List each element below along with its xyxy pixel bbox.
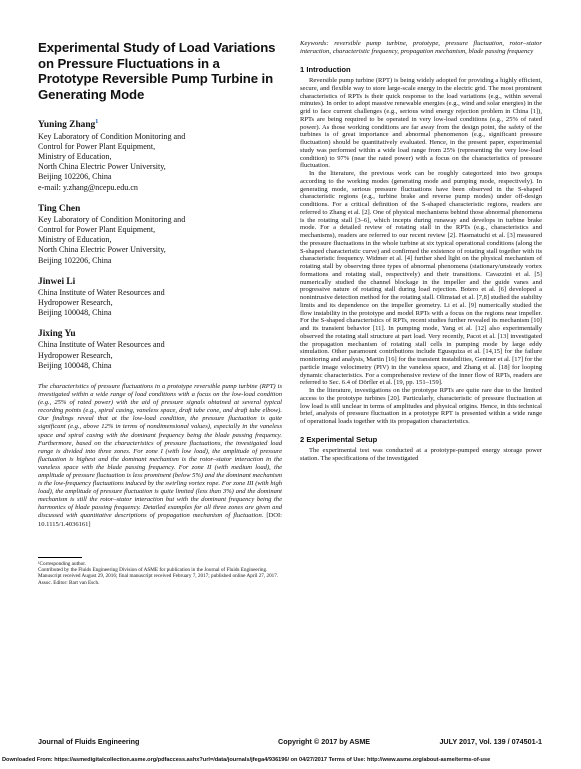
download-notice: Downloaded From: https://asmedigitalcollection.asme.org/pdfaccess.ashx?url=/data/journals/jfega4/936196/ on 04/27/2017 Terms of Use: http://www.asme.org/about-asme/terms-of-use <box>2 757 491 763</box>
footer-copyright: Copyright © 2017 by ASME <box>278 737 371 746</box>
section-heading: 1 Introduction <box>300 65 351 75</box>
footnote-submission: Contributed by the Fluids Engineering Division of ASME for publication in the Journal of Fluids Engineering. Manuscript received August 29, 2016; final manuscript received February 7, 2017; published online April 27, 2017. Assoc. Editor: Bart van Esch. <box>38 567 279 586</box>
affiliation-line: Hydropower Research, <box>38 297 113 307</box>
affiliation-line: Key Laboratory of Condition Monitoring and <box>38 131 186 141</box>
author-block <box>38 276 282 319</box>
section-paragraph: In the literature, the previous work can be roughly categorized into two groups according to the working modes (generating mode and pumping mode, respectively). In generating mode, serious pressure fluctuations have been observed in the S-shaped characteristic regions (e.g., turbine brake and reverse pump modes) under off-design conditions. For a critical definition of the S-shaped characteristic regions, readers are referred to Zhang et al. [2]. One of physical mechanisms behind those abnormal phenomena is the rotating stall [3–6], which incepts during runaway and develops in turbine brake mode. For a detailed review of rotating stall in the RPTs (e.g., characteristics and mechanisms), readers are referred to our recent review [2]. Hasmatuchi et al. [3] measured the pressure fluctuations in the whole turbine at six typical operational conditions (along the S-shaped characteristic curve) and confirmed the existence of rotating stall together with its characteristic frequency. Widmer et al. [4] further shed light on the physical mechanism of rotating stall by observing three types of abnormal phenomena (stationary/unsteady vortex formations and rotating stall, respectively) and their transitions. Cavazzini et al. [5] numerically studied the channel blockage in the impeller and the guide vanes and progressive nature of rotating stall during load rejection. Botero et al. [6] developed a nonintrusive detection method for the rotating stall. Olimstad et al. [7,8] studied the stability limits and its dependence on the impeller geometry. Li et al. [9] numerically studied the flow instability in the prototype and model RPTs with a focus on the regions near impeller. For the S-shaped characteristics of RPTs, recent studies further revealed its mechanism [10] and its transient behavior [11]. In pumping mode, Yang et al. [12] also experimentally observed the rotating stall structure at part load. Very recently, Pacot et al. [13] investigated the propagation mechanism of rotating stall cells in pumping mode by large eddy simulation. Other paramount contributions include Egusquiza et al. [14,15] for the failure monitoring and analysis, Martin [16] for the transient instabilities, Gentner et al. [17] for the particle image velocimetry (PIV) in the vaneless space, and Zhang et al. [18] for looping dynamic characteristics. For a comprehensive review of the inner flow of RPTs, readers are referred to Sec. 6.4 of Dörfler et al. [19, pp. 151–159]. <box>300 170 542 387</box>
footer-journal: Journal of Fluids Engineering <box>38 737 140 746</box>
author-name-text: Yuning Zhang <box>38 120 96 131</box>
footnote-divider <box>38 557 82 558</box>
corresponding-author-mark[interactable]: 1 <box>95 119 99 126</box>
keywords: Keywords: reversible pump turbine, prototype, pressure fluctuation, rotor–stator interaction, characteristic frequency, propagation mechanism, blade passing frequency <box>300 40 542 56</box>
affiliation-line: China Institute of Water Resources and <box>38 287 165 297</box>
left-column <box>38 40 282 586</box>
abstract <box>38 383 282 529</box>
affiliation-line: Ministry of Education, <box>38 151 112 161</box>
author-name <box>38 203 282 215</box>
footnote-corresponding: ¹Corresponding author. <box>38 560 86 567</box>
affiliation-line: Key Laboratory of Condition Monitoring and <box>38 214 186 224</box>
body-sections <box>300 65 542 462</box>
paper-title: Experimental Study of Load Variations on Pressure Fluctuations in a Prototype Reversible Pump Turbine in Generating Mode <box>38 40 276 102</box>
author-block <box>38 203 282 266</box>
section-paragraph: In the literature, investigations on the prototype RPTs are quite rare due to the limited access to the prototype turbines [20]. Particularly, characteristic of pressure fluctuation at low load is still unclear in terms of amplitudes and physical origins. Hence, in this technical brief, analysis of pressure fluctuation in a prototype RPT is presented within a wide range of operational loads together with its propagation characteristics. <box>300 387 542 426</box>
author-name-text: Ting Chen <box>38 203 81 214</box>
section-paragraph: Reversible pump turbine (RPT) is being widely adopted for providing a highly efficient, secure, and flexible way to store large-scale energy in the electric grid. The most prominent characteristics of RPTs is their quick response to the load variations (e.g., within several minutes). In order to adopt massive renewable energies (e.g., wind and solar energies) in the grid to face current challenges (e.g., serious wind energy rejection problem in China [1]), RPTs are being required to be operated in very low-load conditions (e.g., 25% of rated power). As those working conditions are far away from the design point, the safety of the turbines is of great importance and abnormal phenomenon (e.g., significant pressure fluctuation) should be quantitatively evaluated. Hence, in the present paper, experimental study was performed within a wide load range from 25% (representing the very low-load condition) to 97% (near the rated power) with a focus on the characteristics of pressure fluctuation. <box>300 77 542 170</box>
affiliation-line: e-mail: y.zhang@ncepu.edu.cn <box>38 182 138 192</box>
affiliation-line: Control for Power Plant Equipment, <box>38 141 156 151</box>
doi-link[interactable]: [DOI: 10.1115/1.4036161] <box>38 512 282 528</box>
right-column <box>300 40 542 462</box>
affiliation-line: Ministry of Education, <box>38 235 112 245</box>
affiliation-line: Beijing 102206, China <box>38 255 112 265</box>
section-heading: 2 Experimental Setup <box>300 434 378 444</box>
affiliation-line: North China Electric Power University, <box>38 162 166 172</box>
author-name-text: Jinwei Li <box>38 276 76 287</box>
author-block <box>38 116 282 192</box>
page-footer <box>38 737 542 746</box>
author-name <box>38 116 282 131</box>
affiliation-line: Beijing 100048, China <box>38 360 112 370</box>
footer-issue: JULY 2017, Vol. 139 / 074501-1 <box>439 737 542 746</box>
section-paragraph: The experimental test was conducted at a prototype-pumped energy storage power station. The specifications of the investigated <box>300 446 542 462</box>
author-block <box>38 328 282 371</box>
author-name-text: Jixing Yu <box>38 329 76 340</box>
affiliation-line: Control for Power Plant Equipment, <box>38 224 156 234</box>
affiliation-line: Beijing 102206, China <box>38 172 112 182</box>
author-name <box>38 328 282 340</box>
author-list <box>38 116 282 371</box>
affiliation-line: Hydropower Research, <box>38 350 113 360</box>
footnotes <box>38 561 282 587</box>
abstract-text: The characteristics of pressure fluctuations in a prototype reversible pump turbine (RPT) is investigated within a wide range of load conditions with a focus on the low-load condition (e.g., 25% of rated power) with the aid of pressure signals obtained at several typical recording points (e.g., spiral casing, vaneless space, draft tube cone, and draft tube elbow). Our findings reveal that at the low-load condition, the pressure fluctuation is quite significant (e.g., above 12% in terms of nondimensional values), especially in the vaneless space and spiral casing with the dominant frequency being the blade passing frequency. Furthermore, based on the characteristics of pressure fluctuations, the investigated load range is divided into three zones. For zone I (with low load), the amplitude of pressure fluctuation is highest and the dominant mechanism is the rotor–stator interaction in the vaneless space with the blade passing frequency. For zone II (with medium load), the amplitude of pressure fluctuation is less prominent (below 5%) and the dominant mechanism is the low-frequency fluctuations induced by the swirling vortex rope. For zone III (with high load), the amplitude of pressure fluctuation is quite limited (less than 3%) and the dominant mechanism is still the rotor–stator interaction but with the dominant frequency being the harmonics of blade passing frequency. Detailed examples for all three zones are given and discussed with quantitative descriptions of propagation mechanism of fluctuation. <box>38 382 282 520</box>
affiliation-line: Beijing 100048, China <box>38 308 112 318</box>
affiliation-line: China Institute of Water Resources and <box>38 340 165 350</box>
author-name <box>38 276 282 288</box>
affiliation-line: North China Electric Power University, <box>38 245 166 255</box>
